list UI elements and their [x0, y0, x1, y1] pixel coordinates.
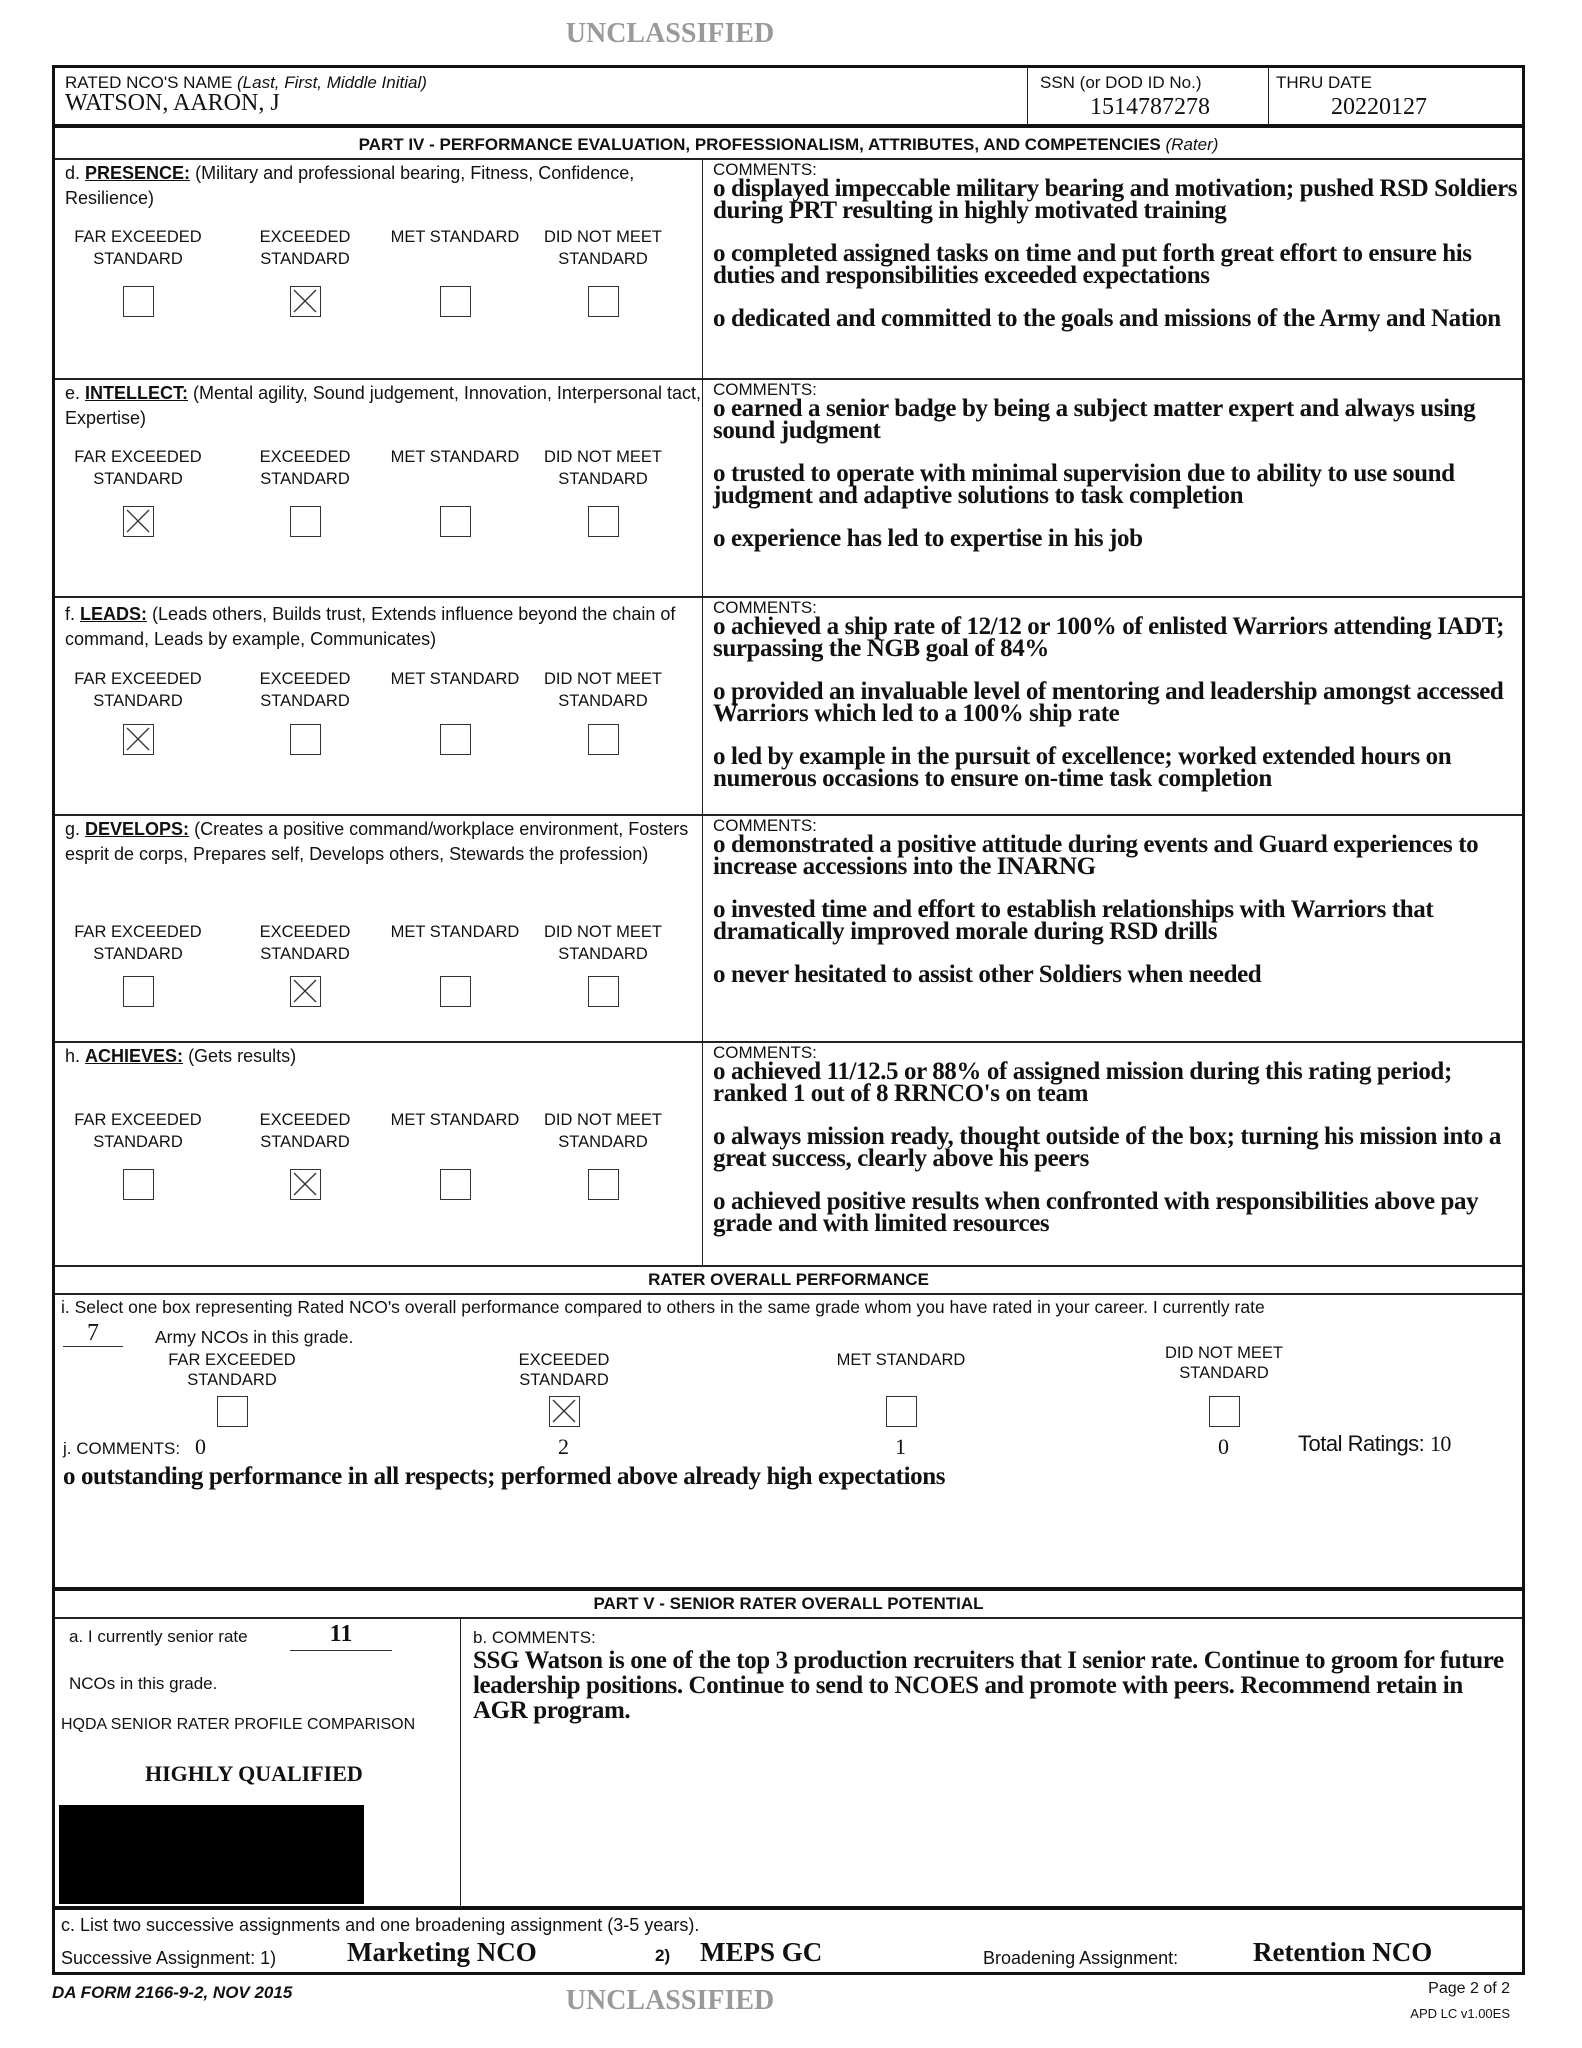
standard-label: FAR EXCEEDED STANDARD: [74, 670, 202, 710]
rating-checkbox[interactable]: [123, 724, 154, 755]
redacted-block: [59, 1805, 364, 1904]
standard-label: MET STANDARD: [390, 228, 520, 246]
comment-bullet: o always mission ready, thought outside of the box; turning his mission into a great success, clearly above his peers: [713, 1123, 1501, 1172]
rater-instruction: i. Select one box representing Rated NCO's overall performance compared to others in the same grade whom you have rated in your career. I currently rate: [61, 1297, 1265, 1317]
comments-label: COMMENTS:: [713, 380, 817, 399]
thru-date-value: 20220127: [1331, 94, 1427, 120]
profile-value: HIGHLY QUALIFIED: [145, 1761, 363, 1786]
section-intellect: [55, 378, 1522, 596]
successive-2: MEPS GC: [700, 1937, 823, 1967]
form-number: DA FORM 2166-9-2, NOV 2015: [52, 1983, 293, 2002]
rating-checkbox[interactable]: [588, 506, 619, 537]
rating-checkbox[interactable]: [440, 724, 471, 755]
section-title: [65, 381, 705, 431]
rating-checkbox[interactable]: [290, 1169, 321, 1200]
section-desc: (Military and professional bearing, Fitness, Confidence, Resilience): [65, 163, 635, 208]
section-name: PRESENCE:: [85, 163, 191, 183]
rating-checkbox[interactable]: [123, 506, 154, 537]
rated-count-field[interactable]: 7: [63, 1320, 123, 1347]
part5-title: PART V - SENIOR RATER OVERALL POTENTIAL: [593, 1594, 984, 1613]
total-ratings-value: 10: [1429, 1431, 1451, 1456]
comment-bullet: o earned a senior badge by being a subject matter expert and always using sound judgment: [713, 395, 1476, 444]
standard-label: MET STANDARD: [390, 1111, 520, 1129]
comment-bullet: o dedicated and committed to the goals and missions of the Army and Nation: [713, 305, 1501, 332]
divider: [55, 1265, 1522, 1267]
standard-label: DID NOT MEET STANDARD: [544, 1111, 662, 1151]
broadening-label: Broadening Assignment:: [983, 1948, 1179, 1968]
successive-1: Marketing NCO: [347, 1937, 537, 1967]
standard-label: DID NOT MEET STANDARD: [544, 448, 662, 488]
rating-checkbox[interactable]: [588, 286, 619, 317]
x-mark-icon: [291, 1170, 319, 1198]
section-letter: f.: [65, 604, 76, 624]
comment-bullet: o led by example in the pursuit of excellence; worked extended hours on numerous occasions to ensure on-time task completion: [713, 743, 1452, 792]
comment-bullet: o achieved positive results when confronted with responsibilities above pay grade and with limited resources: [713, 1188, 1479, 1237]
x-mark-icon: [550, 1397, 578, 1425]
rating-checkbox[interactable]: [290, 724, 321, 755]
section-desc: (Mental agility, Sound judgement, Innovation, Interpersonal tact, Expertise): [65, 383, 702, 428]
page-number: Page 2 of 2: [1428, 1980, 1510, 1997]
comment-bullet: o invested time and effort to establish relationships with Warriors that dramatically improved morale during RSD drills: [713, 896, 1434, 945]
part4-title: [55, 135, 1522, 155]
classification-top: UNCLASSIFIED: [565, 18, 775, 49]
section-title: [65, 817, 705, 867]
broadening-value: Retention NCO: [1253, 1937, 1433, 1967]
j-comment-text: o outstanding performance in all respects; performed above already high expectations: [63, 1463, 946, 1490]
section-title: [65, 161, 705, 211]
overall-checkbox[interactable]: [1209, 1396, 1240, 1427]
rating-tally: 0: [1218, 1434, 1229, 1459]
x-mark-icon: [291, 977, 319, 1005]
comment-bullet: o demonstrated a positive attitude during events and Guard experiences to increase accessions into the INARNG: [713, 831, 1479, 880]
overall-checkbox[interactable]: [549, 1396, 580, 1427]
j-comments-label: j. COMMENTS:: [63, 1439, 181, 1458]
divider: [55, 1617, 1522, 1619]
evaluation-form: [52, 65, 1525, 1975]
overall-checkbox[interactable]: [886, 1396, 917, 1427]
section-name: ACHIEVES:: [85, 1046, 184, 1066]
comment-bullet: o achieved 11/12.5 or 88% of assigned mission during this rating period; ranked 1 out of 8 RRNCO's on team: [713, 1058, 1452, 1107]
successive-label: Successive Assignment: 1): [61, 1948, 277, 1968]
column-divider: [702, 158, 703, 1265]
rating-checkbox[interactable]: [588, 724, 619, 755]
standard-label: EXCEEDED STANDARD: [259, 1111, 351, 1151]
standard-label: DID NOT MEET STANDARD: [544, 228, 662, 268]
standard-label: FAR EXCEEDED STANDARD: [74, 1111, 202, 1151]
divider: [1268, 68, 1269, 125]
overall-standard-label: DID NOT MEET STANDARD: [1165, 1344, 1283, 1382]
divider: [460, 1617, 461, 1908]
name-label-hint: (Last, First, Middle Initial): [237, 73, 427, 92]
x-mark-icon: [291, 287, 319, 315]
rating-checkbox[interactable]: [123, 976, 154, 1007]
standard-label: EXCEEDED STANDARD: [259, 923, 351, 963]
rating-checkbox[interactable]: [440, 506, 471, 537]
rating-checkbox[interactable]: [290, 506, 321, 537]
standard-label: FAR EXCEEDED STANDARD: [74, 228, 202, 268]
comments-label: COMMENTS:: [713, 598, 817, 617]
comments-label: COMMENTS:: [713, 160, 817, 179]
comment-bullet: o displayed impeccable military bearing and motivation; pushed RSD Soldiers during PRT resulting in highly motivated training: [713, 175, 1518, 224]
section-achieves: [55, 1041, 1522, 1265]
section-name: DEVELOPS:: [85, 819, 190, 839]
rating-checkbox[interactable]: [123, 286, 154, 317]
rating-checkbox[interactable]: [440, 1169, 471, 1200]
standard-label: MET STANDARD: [390, 448, 520, 466]
section-desc: (Leads others, Builds trust, Extends influence beyond the chain of command, Leads by example, Communicates): [65, 604, 676, 649]
divider: [55, 1587, 1522, 1591]
rating-checkbox[interactable]: [290, 976, 321, 1007]
divider: [55, 124, 1522, 128]
rated-nco-name: WATSON, AARON, J: [65, 90, 280, 116]
comments-list: [713, 613, 1518, 811]
form-version: APD LC v1.00ES: [1410, 2006, 1510, 2021]
standard-label: MET STANDARD: [390, 923, 520, 941]
section-title: [65, 1044, 705, 1069]
thru-date-label: THRU DATE: [1276, 73, 1373, 92]
comments-label: COMMENTS:: [713, 1043, 817, 1062]
total-ratings-label: Total Ratings:: [1298, 1431, 1425, 1456]
section-letter: h.: [65, 1046, 81, 1066]
part4-title-text: PART IV - PERFORMANCE EVALUATION, PROFESSIONALISM, ATTRIBUTES, AND COMPETENCIES: [358, 135, 1161, 154]
comments-list: [713, 831, 1518, 1007]
comment-bullet: o provided an invaluable level of mentoring and leadership amongst accessed Warriors which led to a 100% ship rate: [713, 678, 1504, 727]
standard-label: EXCEEDED STANDARD: [259, 448, 351, 488]
comment-bullet: o experience has led to expertise in his job: [713, 525, 1143, 552]
section-name: LEADS:: [80, 604, 148, 624]
standard-label: DID NOT MEET STANDARD: [544, 923, 662, 963]
overall-standard-label: MET STANDARD: [836, 1351, 966, 1369]
standard-label: FAR EXCEEDED STANDARD: [74, 448, 202, 488]
rating-checkbox[interactable]: [123, 1169, 154, 1200]
comments-list: [713, 175, 1518, 351]
section-presence: [55, 158, 1522, 378]
ssn-value: 1514787278: [1090, 94, 1210, 120]
standard-label: MET STANDARD: [390, 670, 520, 688]
rating-checkbox[interactable]: [588, 976, 619, 1007]
part4-rater: (Rater): [1165, 135, 1219, 154]
rating-tally: 2: [558, 1434, 569, 1459]
comments-list: [713, 1058, 1518, 1256]
comment-bullet: o achieved a ship rate of 12/12 or 100% of enlisted Warriors attending IADT; surpassing the NGB goal of 84%: [713, 613, 1505, 662]
profile-label: HQDA SENIOR RATER PROFILE COMPARISON: [61, 1716, 416, 1733]
divider: [1027, 68, 1028, 125]
overall-checkbox[interactable]: [217, 1396, 248, 1427]
x-mark-icon: [124, 507, 152, 535]
comments-label: COMMENTS:: [713, 816, 817, 835]
overall-standard-label: FAR EXCEEDED STANDARD: [168, 1351, 296, 1389]
total-ratings: [1298, 1431, 1451, 1456]
rating-tally: 1: [895, 1434, 906, 1459]
classification-bottom: UNCLASSIFIED: [565, 1985, 775, 2016]
successive-2-number: 2): [655, 1946, 671, 1965]
rating-checkbox[interactable]: [440, 976, 471, 1007]
section-letter: d.: [65, 163, 81, 183]
standard-label: FAR EXCEEDED STANDARD: [74, 923, 202, 963]
divider: [55, 1293, 1522, 1295]
rating-tally: 0: [195, 1434, 206, 1459]
x-mark-icon: [124, 725, 152, 753]
comment-bullet: o completed assigned tasks on time and put forth great effort to ensure his duties and responsibilities exceeded expectations: [713, 240, 1472, 289]
rater-overall-title: RATER OVERALL PERFORMANCE: [648, 1270, 929, 1289]
standard-label: DID NOT MEET STANDARD: [544, 670, 662, 710]
rating-checkbox[interactable]: [588, 1169, 619, 1200]
b-comments-label: b. COMMENTS:: [473, 1628, 596, 1647]
senior-rate-count[interactable]: 11: [290, 1618, 392, 1651]
senior-rate-suffix: NCOs in this grade.: [69, 1674, 218, 1693]
section-letter: g.: [65, 819, 81, 839]
standard-label: EXCEEDED STANDARD: [259, 670, 351, 710]
divider: [55, 1906, 1522, 1910]
rated-count-suffix: Army NCOs in this grade.: [155, 1327, 354, 1347]
section-name: INTELLECT:: [85, 383, 189, 403]
section-develops: [55, 814, 1522, 1041]
overall-standard-label: EXCEEDED STANDARD: [518, 1351, 610, 1389]
name-label-text: RATED NCO'S NAME: [65, 73, 233, 92]
rating-checkbox[interactable]: [290, 286, 321, 317]
ssn-label: SSN (or DOD ID No.): [1040, 73, 1202, 92]
comment-bullet: o never hesitated to assist other Soldiers when needed: [713, 961, 1262, 988]
section-title: [65, 602, 705, 652]
section-desc: (Creates a positive command/workplace environment, Fosters esprit de corps, Prepares self, Develops others, Stewards the profession): [65, 819, 689, 864]
standard-label: EXCEEDED STANDARD: [259, 228, 351, 268]
comments-list: [713, 395, 1518, 571]
senior-rate-label: a. I currently senior rate: [69, 1627, 248, 1646]
section-leads: [55, 596, 1522, 814]
rating-checkbox[interactable]: [440, 286, 471, 317]
c-label: c. List two successive assignments and one broadening assignment (3-5 years).: [61, 1915, 700, 1935]
section-letter: e.: [65, 383, 81, 403]
section-desc: (Gets results): [188, 1046, 297, 1066]
comment-bullet: o trusted to operate with minimal supervision due to ability to use sound judgment and adaptive solutions to task completion: [713, 460, 1455, 509]
b-comment-text: SSG Watson is one of the top 3 production recruiters that I senior rate. Continue to groom for future leadership positions. Continue to send to NCOES and promote with peers. Recommend retain in AGR program.: [473, 1647, 1504, 1724]
